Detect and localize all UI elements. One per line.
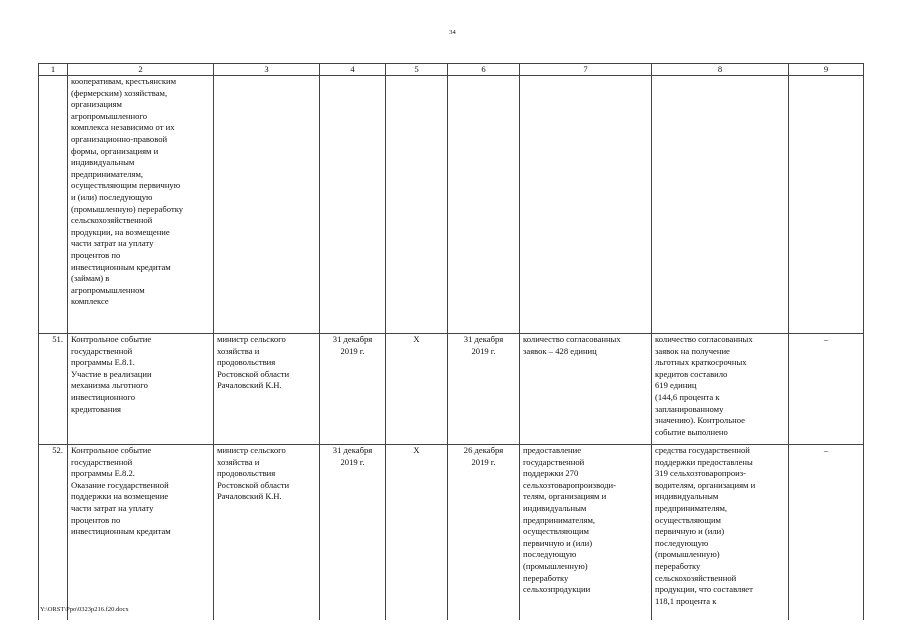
header-col-9: 9 — [789, 64, 864, 76]
responsible-cell — [214, 76, 320, 334]
table-row-continuation — [39, 76, 864, 334]
header-col-5: 5 — [386, 64, 448, 76]
plan-date-cell: 31 декабря 2019 г. — [320, 334, 386, 445]
footer-file-path: Y:\ORST\Ppo\0323p216.f20.docx — [40, 606, 129, 613]
row-number — [39, 76, 68, 334]
header-col-8: 8 — [652, 64, 789, 76]
expected-result-cell: количество согласованных заявок – 428 единиц — [520, 334, 652, 445]
responsible-cell: министр сельского хозяйства и продовольствия Ростовской области Рачаловский К.Н. — [214, 334, 320, 445]
col9-cell: – — [789, 445, 864, 621]
col9-cell — [789, 76, 864, 334]
header-col-1: 1 — [39, 64, 68, 76]
fact-date-cell: 26 декабря 2019 г. — [448, 445, 520, 621]
fact-date-cell — [448, 76, 520, 334]
col5-cell — [386, 76, 448, 334]
header-col-2: 2 — [68, 64, 214, 76]
header-col-4: 4 — [320, 64, 386, 76]
fact-date-cell: 31 декабря 2019 г. — [448, 334, 520, 445]
row-number: 51. — [39, 334, 68, 445]
expected-result-cell — [520, 76, 652, 334]
table-row-52 — [39, 445, 864, 621]
header-col-3: 3 — [214, 64, 320, 76]
actual-result-cell: средства государственной поддержки предоставлены 319 сельхозтоваропроиз- водителям, организациям и индивидуальным предпринимателям, осуществляющим первичную и (или) последующую (промышленную) переработку сельскохозяйственной продукции, что составляет 118,1 процента к — [652, 445, 789, 621]
event-cell: кооперативам, крестьянским (фермерским) хозяйствам, организациям агропромышленного комплекса независимо от их организационно-правовой формы, организациям и индивидуальным предпринимателям, осуществляющим первичную и (или) последующую (промышленную) переработку сельскохозяйственной продукции, на возмещение части затрат на уплату процентов по инвестиционным кредитам (займам) в агропромышленном комплексе — [68, 76, 214, 334]
responsible-cell: министр сельского хозяйства и продовольствия Ростовской области Рачаловский К.Н. — [214, 445, 320, 621]
header-col-6: 6 — [448, 64, 520, 76]
event-cell: Контрольное событие государственной программы Е.8.1. Участие в реализации механизма льготного инвестиционного кредитования — [68, 334, 214, 445]
header-col-7: 7 — [520, 64, 652, 76]
actual-result-cell — [652, 76, 789, 334]
col5-cell: Х — [386, 334, 448, 445]
report-table — [38, 63, 864, 620]
plan-date-cell: 31 декабря 2019 г. — [320, 445, 386, 621]
table-row-51 — [39, 334, 864, 445]
event-cell: Контрольное событие государственной программы Е.8.2. Оказание государственной поддержки на возмещение части затрат на уплату процентов по инвестиционным кредитам — [68, 445, 214, 621]
page-number: 34 — [449, 29, 456, 36]
header-row — [39, 64, 864, 76]
col9-cell: – — [789, 334, 864, 445]
actual-result-cell: количество согласованных заявок на получение льготных краткосрочных кредитов составило 619 единиц (144,6 процента к запланированному значению). Контрольное событие выполнено — [652, 334, 789, 445]
plan-date-cell — [320, 76, 386, 334]
expected-result-cell: предоставление государственной поддержки 270 сельхозтоваропроизводи- телям, организациям и индивидуальным предпринимателям, осуществляющим первичную и (или) последующую (промышленную) переработку сельхозпродукции — [520, 445, 652, 621]
row-number: 52. — [39, 445, 68, 621]
col5-cell: Х — [386, 445, 448, 621]
